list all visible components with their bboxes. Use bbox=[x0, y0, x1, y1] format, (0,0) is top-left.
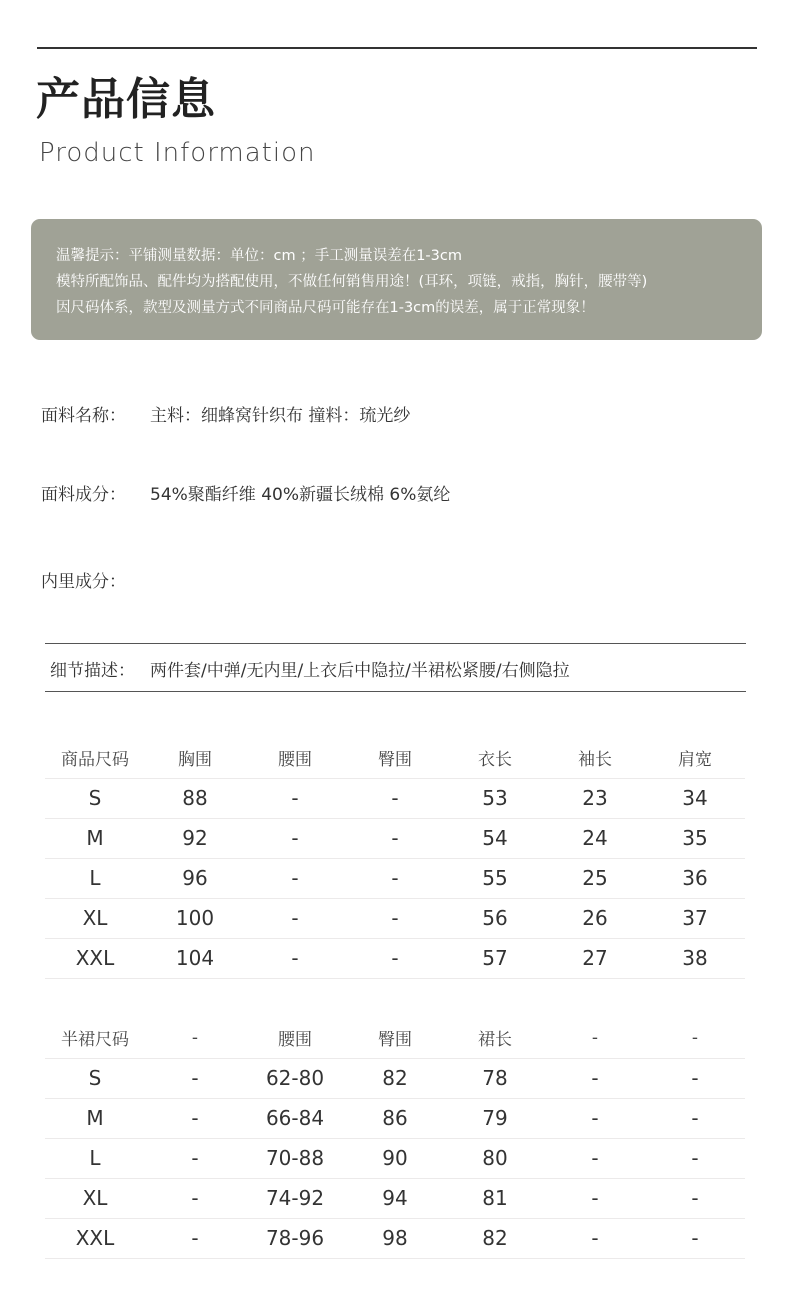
table-cell: 24 bbox=[545, 818, 645, 858]
table-cell: - bbox=[345, 898, 445, 938]
table-cell: - bbox=[545, 1058, 645, 1098]
table-cell: M bbox=[45, 1098, 145, 1138]
table-cell: L bbox=[45, 1138, 145, 1178]
table-row bbox=[45, 778, 745, 818]
table-cell: 54 bbox=[445, 818, 545, 858]
table-cell: S bbox=[45, 778, 145, 818]
fabric-composition-label: 面料成分： bbox=[41, 485, 126, 505]
table-cell: - bbox=[345, 818, 445, 858]
notice-line: 因尺码体系，款型及测量方式不同商品尺码可能存在1-3cm的误差，属于正常现象！ bbox=[56, 300, 595, 316]
table-cell: 56 bbox=[445, 898, 545, 938]
table-row bbox=[45, 1098, 745, 1138]
table-cell: - bbox=[645, 1098, 745, 1138]
table-header-cell: 臀围 bbox=[345, 1018, 445, 1058]
table-row bbox=[45, 1178, 745, 1218]
page-subtitle: Product Information bbox=[39, 138, 316, 168]
table-cell: - bbox=[545, 1138, 645, 1178]
notice-line: 模特所配饰品、配件均为搭配使用，不做任何销售用途！(耳环，项链，戒指，胸针，腰带等) bbox=[56, 274, 648, 290]
table-cell: 35 bbox=[645, 818, 745, 858]
table-cell: XXL bbox=[45, 938, 145, 978]
table-header-cell: 商品尺码 bbox=[45, 738, 145, 778]
table-row bbox=[45, 818, 745, 858]
table-cell: 57 bbox=[445, 938, 545, 978]
top-size-table bbox=[45, 738, 745, 979]
table-cell: XXL bbox=[45, 1218, 145, 1258]
table-header-cell: - bbox=[545, 1018, 645, 1058]
table-cell: 78-96 bbox=[245, 1218, 345, 1258]
table-cell: 23 bbox=[545, 778, 645, 818]
table-cell: 90 bbox=[345, 1138, 445, 1178]
table-row bbox=[45, 1058, 745, 1098]
table-cell: - bbox=[145, 1178, 245, 1218]
table-cell: - bbox=[145, 1218, 245, 1258]
table-cell: 81 bbox=[445, 1178, 545, 1218]
table-header-cell: 腰围 bbox=[245, 1018, 345, 1058]
table-header-cell: - bbox=[645, 1018, 745, 1058]
table-header-cell: 胸围 bbox=[145, 738, 245, 778]
table-cell: 88 bbox=[145, 778, 245, 818]
table-cell: 92 bbox=[145, 818, 245, 858]
table-cell: XL bbox=[45, 898, 145, 938]
lining-composition-row bbox=[41, 567, 150, 592]
table-cell: - bbox=[545, 1218, 645, 1258]
page-title: 产品信息 bbox=[36, 74, 216, 125]
table-cell: M bbox=[45, 818, 145, 858]
table-row bbox=[45, 858, 745, 898]
table-cell: - bbox=[645, 1058, 745, 1098]
table-header-row bbox=[45, 1018, 745, 1058]
top-divider bbox=[37, 47, 757, 49]
table-header-row bbox=[45, 738, 745, 778]
table-row bbox=[45, 1218, 745, 1258]
lining-composition-label: 内里成分： bbox=[41, 572, 126, 592]
table-cell: L bbox=[45, 858, 145, 898]
table-header-cell: 腰围 bbox=[245, 738, 345, 778]
table-cell: 70-88 bbox=[245, 1138, 345, 1178]
table-row bbox=[45, 938, 745, 978]
fabric-composition-row bbox=[41, 480, 450, 505]
notice-line: 温馨提示：平铺测量数据：单位：cm ；手工测量误差在1-3cm bbox=[56, 248, 462, 264]
table-cell: 80 bbox=[445, 1138, 545, 1178]
table-cell: - bbox=[245, 858, 345, 898]
table-cell: - bbox=[145, 1098, 245, 1138]
table-cell: - bbox=[545, 1098, 645, 1138]
details-divider-bottom bbox=[45, 691, 746, 692]
fabric-name-label: 面料名称： bbox=[41, 406, 126, 426]
table-cell: - bbox=[345, 778, 445, 818]
table-cell: 55 bbox=[445, 858, 545, 898]
table-cell: 79 bbox=[445, 1098, 545, 1138]
table-cell: 82 bbox=[445, 1218, 545, 1258]
notice-box bbox=[31, 219, 762, 340]
table-header-cell: 半裙尺码 bbox=[45, 1018, 145, 1058]
table-cell: 26 bbox=[545, 898, 645, 938]
table-cell: 82 bbox=[345, 1058, 445, 1098]
table-cell: 100 bbox=[145, 898, 245, 938]
table-cell: 98 bbox=[345, 1218, 445, 1258]
table-cell: - bbox=[145, 1058, 245, 1098]
table-cell: 94 bbox=[345, 1178, 445, 1218]
details-label: 细节描述： bbox=[50, 661, 135, 681]
table-cell: - bbox=[245, 938, 345, 978]
table-cell: 62-80 bbox=[245, 1058, 345, 1098]
table-row bbox=[45, 898, 745, 938]
table-cell: - bbox=[245, 778, 345, 818]
table-cell: 37 bbox=[645, 898, 745, 938]
table-cell: 25 bbox=[545, 858, 645, 898]
table-row bbox=[45, 1138, 745, 1178]
table-cell: - bbox=[145, 1138, 245, 1178]
table-cell: 38 bbox=[645, 938, 745, 978]
table-cell: 36 bbox=[645, 858, 745, 898]
table-cell: 27 bbox=[545, 938, 645, 978]
details-divider-top bbox=[45, 643, 746, 644]
table-cell: 34 bbox=[645, 778, 745, 818]
table-cell: - bbox=[645, 1218, 745, 1258]
table-cell: 86 bbox=[345, 1098, 445, 1138]
details-value: 两件套/中弹/无内里/上衣后中隐拉/半裙松紧腰/右侧隐拉 bbox=[150, 661, 570, 681]
table-cell: - bbox=[245, 898, 345, 938]
table-header-cell: 衣长 bbox=[445, 738, 545, 778]
table-header-cell: 袖长 bbox=[545, 738, 645, 778]
table-cell: - bbox=[645, 1138, 745, 1178]
table-cell: - bbox=[345, 938, 445, 978]
table-cell: 78 bbox=[445, 1058, 545, 1098]
fabric-name-row bbox=[41, 401, 410, 426]
table-header-cell: - bbox=[145, 1018, 245, 1058]
table-cell: 96 bbox=[145, 858, 245, 898]
table-header-cell: 肩宽 bbox=[645, 738, 745, 778]
table-cell: - bbox=[645, 1178, 745, 1218]
table-header-cell: 臀围 bbox=[345, 738, 445, 778]
table-cell: - bbox=[345, 858, 445, 898]
table-cell: 53 bbox=[445, 778, 545, 818]
table-cell: 104 bbox=[145, 938, 245, 978]
details-row bbox=[50, 656, 570, 681]
table-header-cell: 裙长 bbox=[445, 1018, 545, 1058]
table-cell: S bbox=[45, 1058, 145, 1098]
fabric-composition-value: 54%聚酯纤维 40%新疆长绒棉 6%氨纶 bbox=[150, 485, 451, 505]
table-cell: - bbox=[245, 818, 345, 858]
table-cell: 66-84 bbox=[245, 1098, 345, 1138]
fabric-name-value: 主料：细蜂窝针织布 撞料：琉光纱 bbox=[150, 406, 411, 426]
skirt-size-table bbox=[45, 1018, 745, 1259]
table-cell: 74-92 bbox=[245, 1178, 345, 1218]
table-cell: - bbox=[545, 1178, 645, 1218]
table-cell: XL bbox=[45, 1178, 145, 1218]
